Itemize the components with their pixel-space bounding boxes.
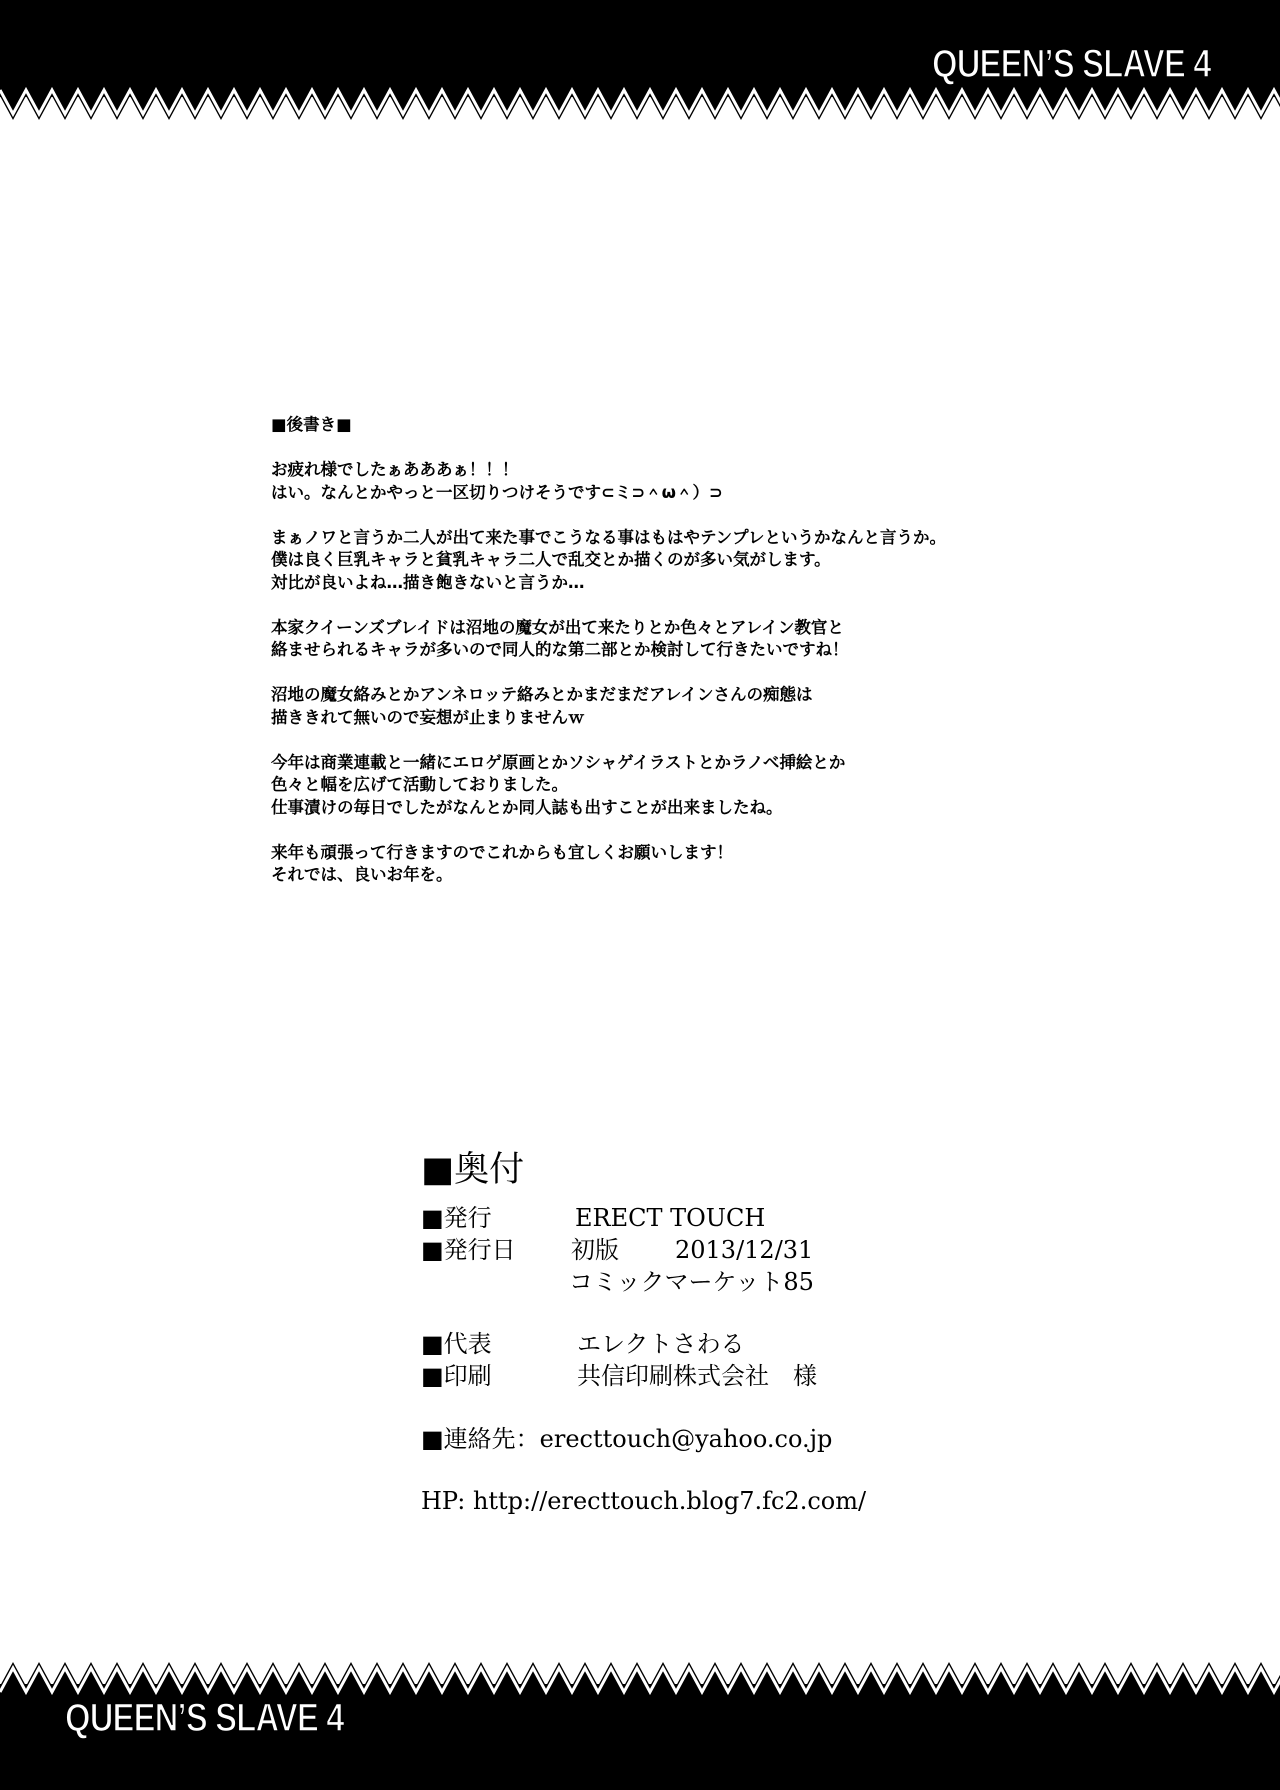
afterword-line: 今年は商業連載と一緒にエロゲ原画とかソシャゲイラストとかラノベ挿絵とか [271, 752, 846, 772]
publisher-value: ERECT TOUCH [575, 1204, 766, 1232]
printer-value: 共信印刷株式会社 様 [577, 1362, 817, 1390]
afterword-paragraph [271, 617, 1111, 662]
afterword-paragraph [271, 842, 1111, 887]
homepage-url: HP: http://erecttouch.blog7.fc2.com/ [421, 1487, 867, 1515]
afterword-line: 対比が良いよね…描き飽きないと言うか… [271, 572, 585, 592]
event-value: コミックマーケット85 [569, 1268, 814, 1296]
afterword-line: 僕は良く巨乳キャラと貧乳キャラ二人で乱交とか描くのが多い気がします。 [271, 550, 831, 569]
afterword-paragraph [271, 752, 1111, 820]
publication-date-value: 2013/12/31 [675, 1236, 814, 1264]
afterword-line: 描ききれて無いので妄想が止まりませんｗ [271, 707, 585, 727]
printer-label: ■印刷 [421, 1362, 492, 1390]
afterword-paragraph [271, 527, 1111, 595]
representative-value: エレクトさわる [577, 1330, 745, 1358]
afterword-paragraph [271, 459, 1111, 504]
afterword-line: 仕事漬けの毎日でしたがなんとか同人誌も出すことが出来ましたね。 [271, 797, 783, 817]
afterword-line: はい。なんとかやっと一区切りつけそうです⊂ミ⊃＾ω＾）⊃ [271, 482, 723, 502]
representative-label: ■代表 [421, 1330, 492, 1358]
afterword-line: 来年も頑張って行きますのでこれからも宜しくお願いします！ [271, 842, 733, 862]
printer-row [421, 1360, 941, 1392]
edition-value: 初版 [571, 1236, 619, 1264]
afterword-line: お疲れ様でしたぁあああぁ！！！ [271, 460, 519, 479]
afterword-line: 絡ませられるキャラが多いので同人的な第二部とか検討して行きたいですね！ [271, 640, 849, 659]
afterword-line: それでは、良いお年を。 [271, 865, 453, 884]
spacer [421, 1392, 941, 1422]
contact-email: ■連絡先：erecttouch@yahoo.co.jp [421, 1425, 833, 1453]
header-series-title: QUEEN’S SLAVE 4 [932, 42, 1211, 86]
colophon-title: ■奥付 [421, 1150, 525, 1190]
footer-series-title: QUEEN’S SLAVE 4 [65, 1696, 344, 1740]
publication-date-label: ■発行日 [421, 1236, 516, 1264]
event-row [421, 1266, 941, 1298]
afterword-line: 沼地の魔女絡みとかアンネロッテ絡みとかまだまだアレインさんの痴態は [271, 685, 813, 704]
publisher-row [421, 1202, 941, 1234]
colophon [421, 1148, 941, 1518]
afterword-line: まぁノワと言うか二人が出て来た事でこうなる事はもはやテンプレというかなんと言うか。 [271, 527, 947, 547]
afterword [271, 414, 1111, 909]
afterword-line: 色々と幅を広げて活動しておりました。 [271, 775, 568, 794]
afterword-heading: ■後書き■ [271, 415, 352, 434]
afterword-paragraph [271, 684, 1111, 729]
publisher-label: ■発行 [421, 1204, 492, 1232]
representative-row [421, 1328, 941, 1360]
publication-date-row [421, 1234, 941, 1266]
afterword-line: 本家クイーンズブレイドは沼地の魔女が出て来たりとか色々とアレイン教官と [271, 617, 844, 637]
spacer [421, 1298, 941, 1328]
